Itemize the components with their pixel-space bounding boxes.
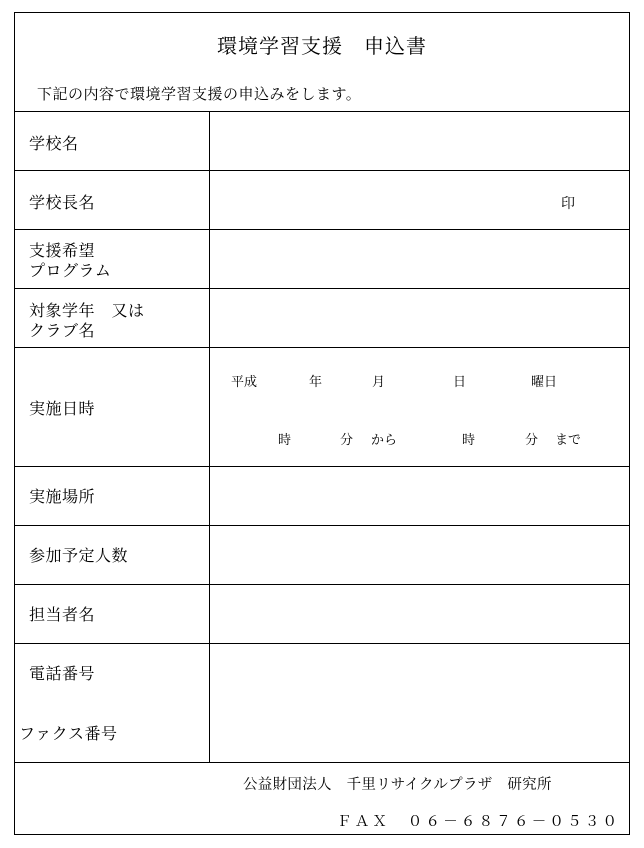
label-program-line2: プログラム (29, 261, 112, 280)
datetime-from: から (371, 433, 398, 448)
row-divider (15, 643, 629, 644)
seal-mark: 印 (561, 196, 575, 212)
datetime-until: まで (555, 433, 582, 448)
datetime-year: 年 (309, 375, 323, 390)
datetime-hour-end: 時 (462, 433, 476, 448)
datetime-hour-start: 時 (278, 433, 292, 448)
row-divider (15, 229, 629, 230)
row-divider (15, 111, 629, 112)
application-form (14, 12, 630, 835)
label-school-name: 学校名 (29, 134, 79, 153)
row-divider (15, 584, 629, 585)
datetime-era: 平成 (231, 375, 258, 390)
datetime-month: 月 (372, 375, 386, 390)
label-datetime: 実施日時 (29, 399, 96, 418)
row-divider (15, 762, 629, 763)
datetime-weekday: 曜日 (531, 375, 558, 390)
label-place: 実施場所 (29, 487, 96, 506)
row-divider (15, 466, 629, 467)
label-contact-person: 担当者名 (29, 605, 96, 624)
label-grade-line2: クラブ名 (29, 321, 96, 340)
form-title: 環境学習支援 申込書 (217, 34, 427, 58)
footer-organization: 公益財団法人 千里リサイクルプラザ 研究所 (243, 777, 552, 793)
datetime-minute-start: 分 (340, 433, 354, 448)
label-participants: 参加予定人数 (29, 546, 129, 565)
column-divider (209, 111, 210, 762)
form-intro: 下記の内容で環境学習支援の申込みをします。 (37, 85, 362, 103)
datetime-minute-end: 分 (525, 433, 539, 448)
label-grade-line1: 対象学年 又は (29, 301, 145, 320)
row-divider (15, 288, 629, 289)
label-program-line1: 支援希望 (29, 241, 96, 260)
row-divider (15, 347, 629, 348)
footer-fax: ＦＡＸ ０６－６８７６－０５３０ (337, 814, 621, 830)
label-principal-name: 学校長名 (29, 193, 96, 212)
label-fax-number: ファクス番号 (19, 724, 118, 743)
datetime-day: 日 (453, 375, 467, 390)
label-phone: 電話番号 (29, 664, 96, 683)
row-divider (15, 170, 629, 171)
row-divider (15, 525, 629, 526)
